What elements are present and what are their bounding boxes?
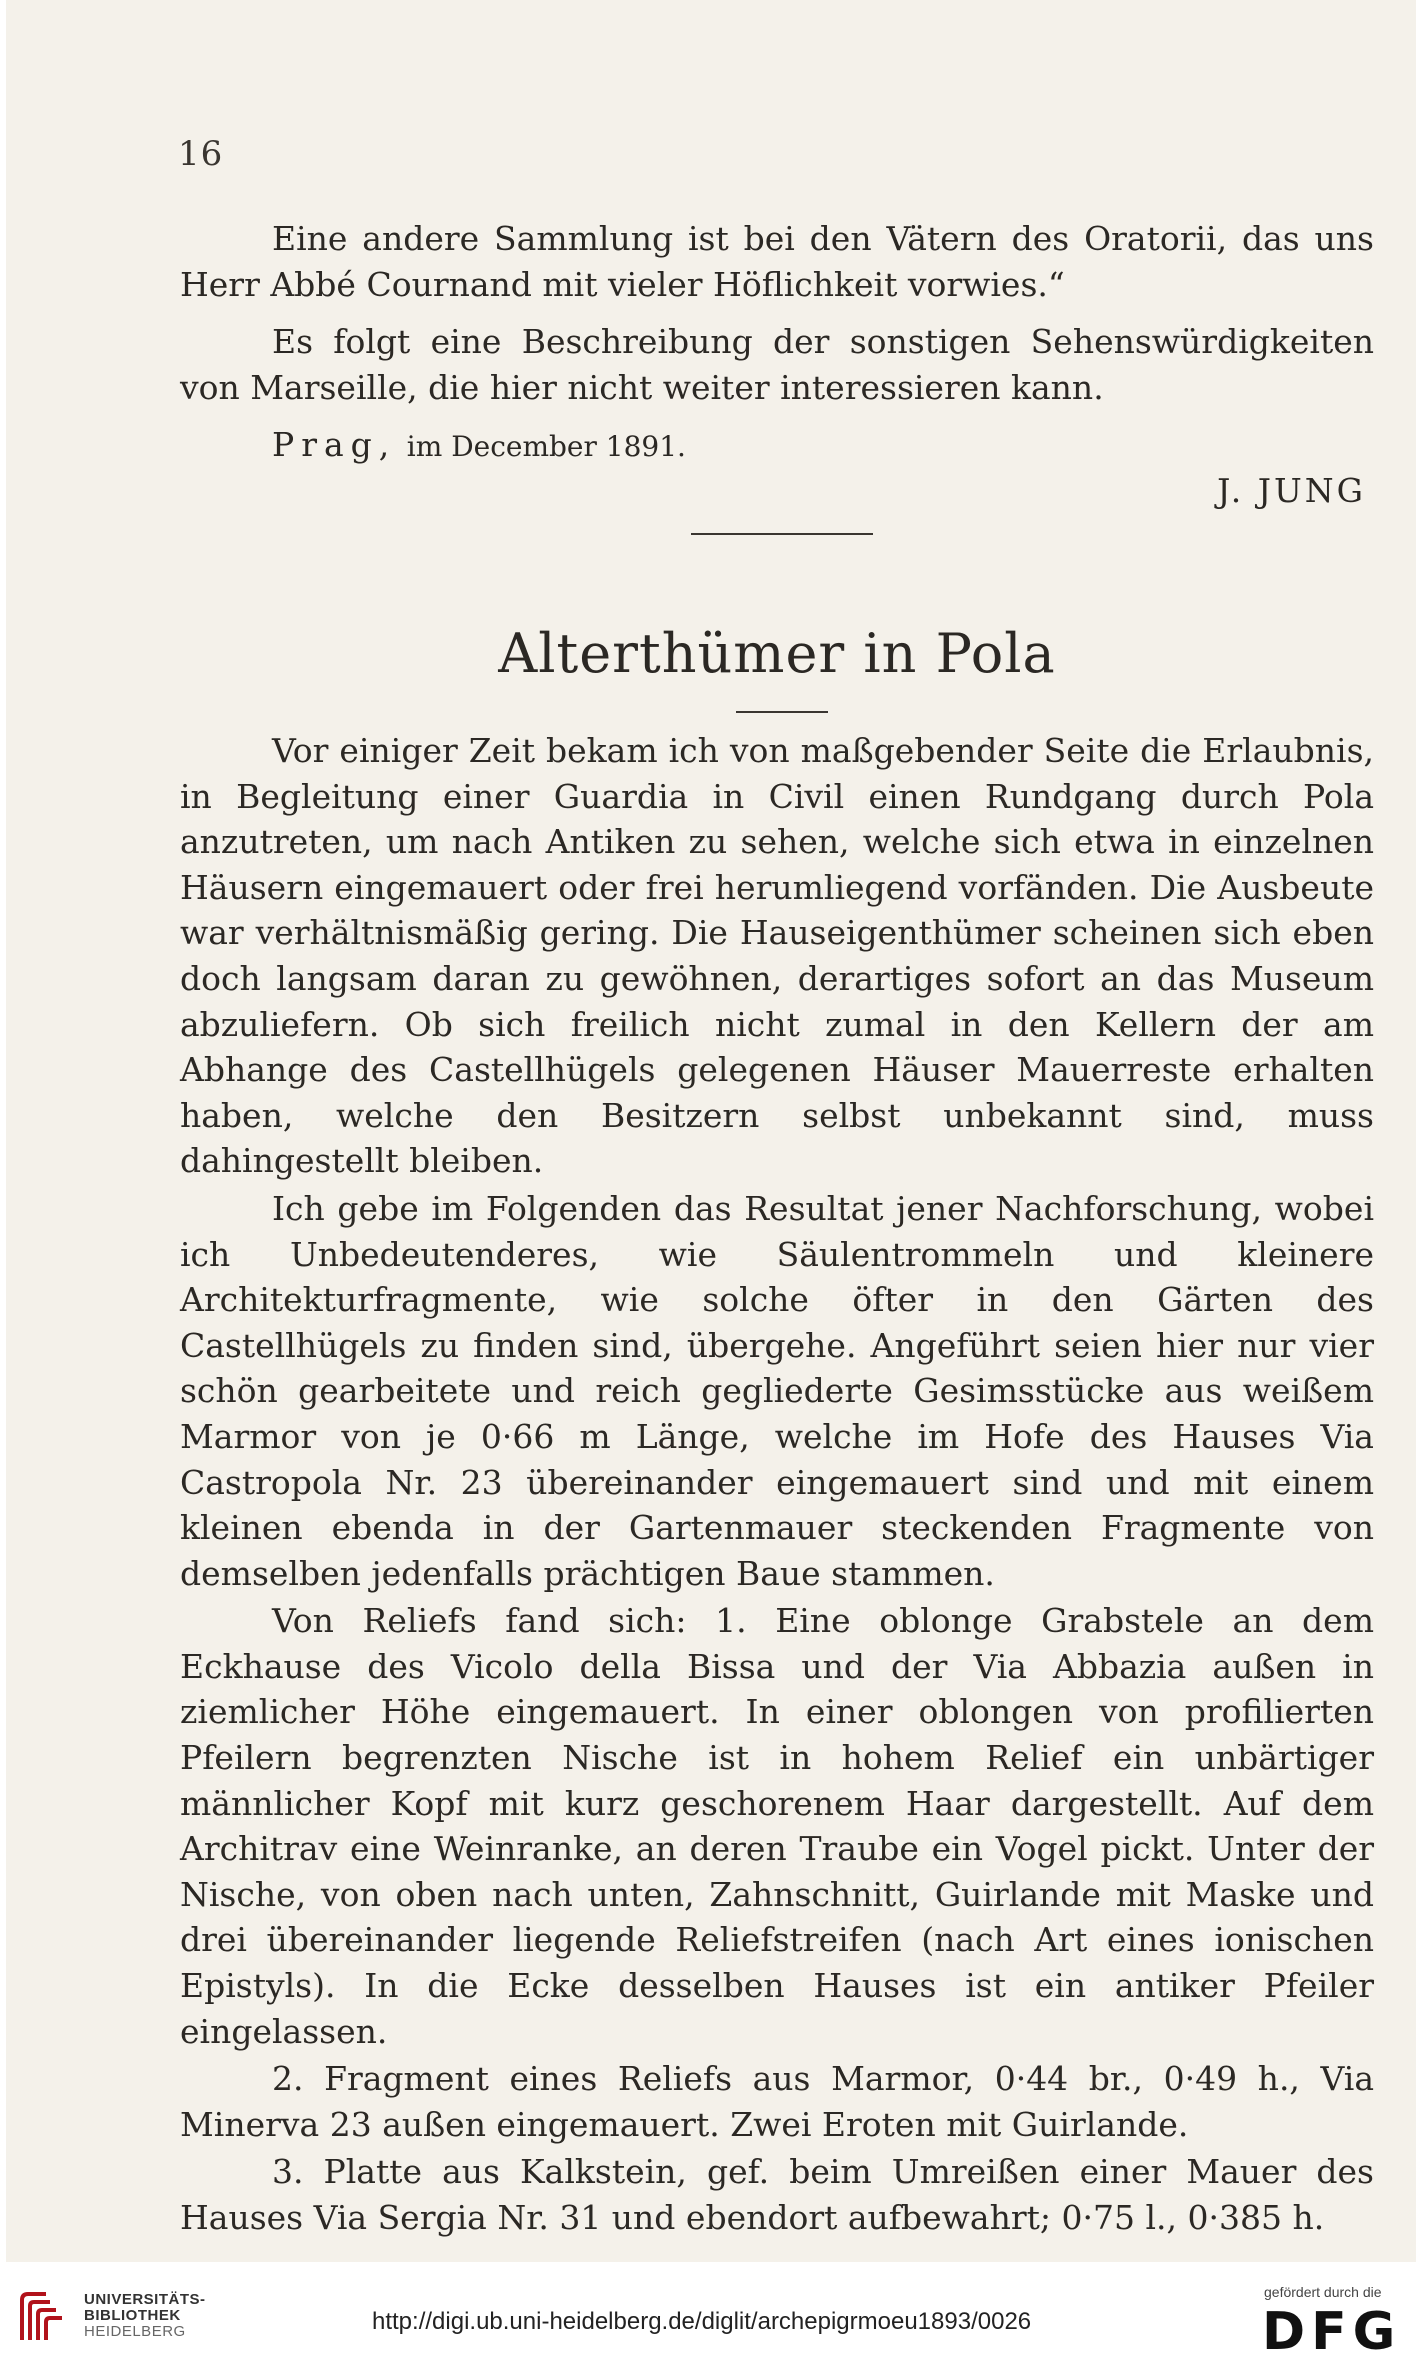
library-name-line: UNIVERSITÄTS- [84,2291,206,2308]
library-logo-icon [16,2290,72,2346]
scanned-page [6,0,1416,2262]
library-name-line: HEIDELBERG [84,2323,186,2340]
paragraph: 3. Platte aus Kalkstein, gef. beim Umreißen einer Mauer des Hauses Via Sergia Nr. 31 und ebendort aufbewahrt; 0·75 l., 0·385 h. [180,2152,1374,2237]
library-name [84,2292,206,2340]
paragraph: Vor einiger Zeit bekam ich von maßgebender Seite die Erlaubnis, in Begleitung einer Guardia in Civil einen Rundgang durch Pola anzutreten, um nach Antiken zu sehen, welche sich etwa in einzelnen Häusern eingemauert oder frei herumliegend vorfänden. Die Ausbeute war verhältnismäßig gering. Die Hauseigenthümer scheinen sich eben doch langsam daran zu gewöhnen, derartiges sofort an das Museum abzuliefern. Ob sich freilich nicht zumal in den Kellern der am Abhange des Castellhügels gelegenen Häuser Mauerreste erhalten haben, welche den Besitzern selbst unbekannt sind, muss dahingestellt bleiben. [180,731,1374,1181]
funding-label: gefördert durch die [1264,2284,1382,2300]
page-number: 16 [178,134,224,174]
date: im December 1891. [406,430,686,464]
paragraph: Es folgt eine Beschreibung der sonstigen Sehenswürdigkeiten von Marseille, die hier nicht weiter interessieren kann. [180,322,1374,407]
digitization-footer [0,2262,1418,2365]
paragraph: Ich gebe im Folgenden das Resultat jener Nachforschung, wobei ich Unbedeutenderes, wie Säulentrommeln und kleinere Architekturfragmente, wie solche öfter in den Gärten des Castellhügels zu finden sind, übergehe. Angeführt seien hier nur vier schön gearbeitete und reich gegliederte Gesimsstücke aus weißem Marmor von je 0·66 m Länge, welche im Hofe des Hauses Via Castropola Nr. 23 übereinander eingemauert sind und mit einem kleinen ebenda in der Gartenmauer steckenden Fragmente von demselben jedenfalls prächtigen Baue stammen. [180,1188,1374,1593]
place: Prag, [272,425,397,465]
dfg-logo: DFG [1262,2302,1402,2362]
article-title: Alterthümer in Pola [498,622,1056,685]
source-url[interactable]: http://digi.ub.uni-heidelberg.de/diglit/archepigrmoeu1893/0026 [372,2308,1032,2335]
article-body [180,728,1374,2243]
paragraph: 2. Fragment eines Reliefs aus Marmor, 0·44 br., 0·49 h., Via Minerva 23 außen eingemauert. Zwei Eroten mit Guirlande. [180,2059,1374,2144]
preceding-article-ending [180,216,1374,511]
paragraph: Von Reliefs fand sich: 1. Eine oblonge Grabstele an dem Eckhause des Vicolo della Bissa und der Via Abbazia außen in ziemlicher Höhe eingemauert. In einer oblongen von profilierten Pfeilern begrenzten Nische ist in hohem Relief ein unbärtiger männlicher Kopf mit kurz geschorenem Haar dargestellt. Auf dem Architrav eine Weinranke, an deren Traube ein Vogel pickt. Unter der Nische, von oben nach unten, Zahnschnitt, Guirlande mit Maske und drei übereinander liegende Reliefstreifen (nach Art eines ionischen Epistyls). In die Ecke desselben Hauses ist ein antiker Pfeiler eingelassen. [180,1601,1374,2051]
author: J. JUNG [1217,471,1366,511]
paragraph: Eine andere Sammlung ist bei den Vätern des Oratorii, das uns Herr Abbé Cournand mit vieler Höflichkeit vorwies.“ [180,219,1374,304]
signature-line [180,422,1374,511]
library-name-line: BIBLIOTHEK [84,2307,181,2324]
section-divider [691,533,873,535]
place-date [272,422,686,470]
title-underline [736,711,828,713]
